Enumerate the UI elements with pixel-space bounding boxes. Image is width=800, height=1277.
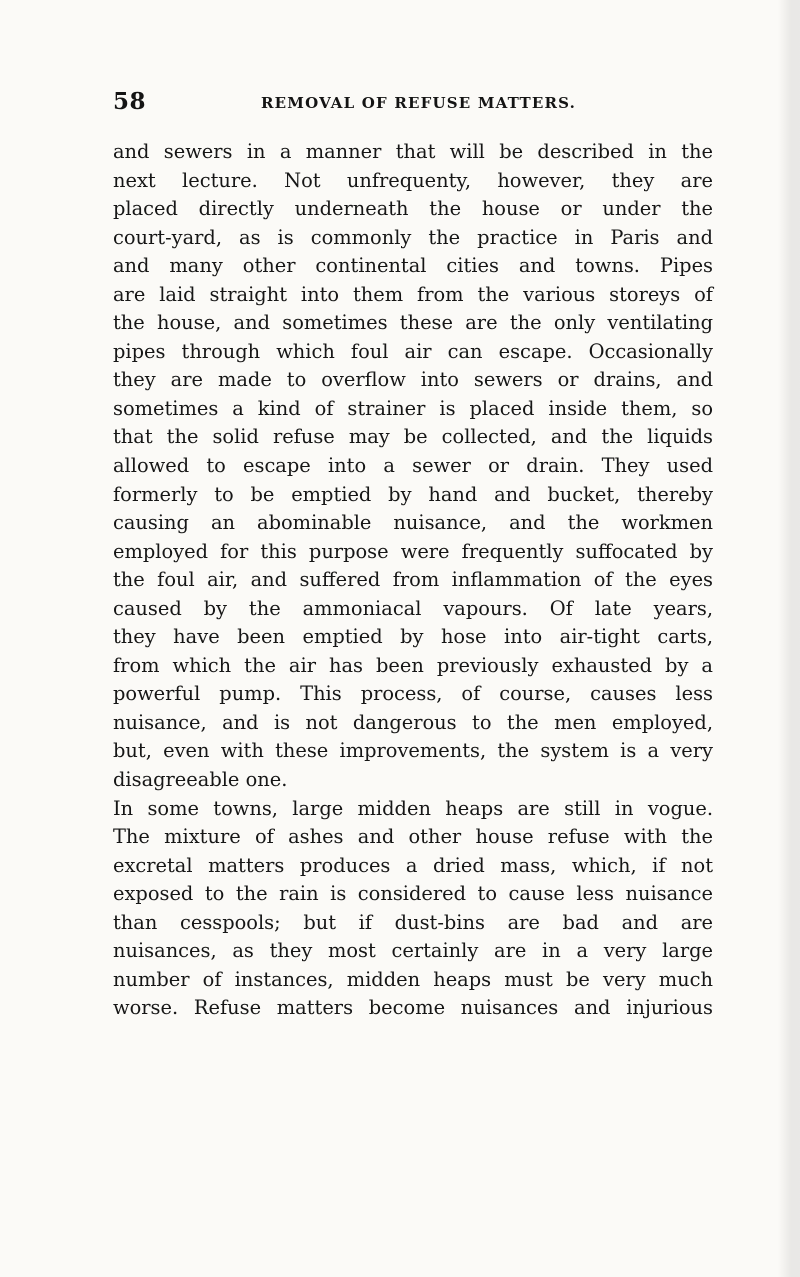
text-line: court-yard, as is commonly the practice in Paris and [113,225,713,249]
paragraph-start-line: In some towns, large midden heaps are still in vogue. [113,796,713,820]
text-line: from which the air has been previously exhausted by a [113,653,713,677]
text-line: placed directly underneath the house or under the [113,197,713,221]
text-line: and many other continental cities and towns. Pipes [113,254,713,278]
text-line: causing an abominable nuisance, and the workmen [113,511,713,535]
text-line: number of instances, midden heaps must be very much [113,967,713,991]
text-line: powerful pump. This process, of course, causes less [113,682,713,706]
text-line: formerly to be emptied by hand and bucket, thereby [113,482,713,506]
text-line: but, even with these improvements, the system is a very [113,739,713,763]
text-line: sometimes a kind of strainer is placed inside them, so [113,396,713,420]
text-line: that the solid refuse may be collected, and the liquids [113,425,713,449]
text-line: excretal matters produces a dried mass, which, if not [113,853,713,877]
text-line: the house, and sometimes these are the only ventilating [113,311,713,335]
body-text [113,138,713,1023]
text-line: they have been emptied by hose into air-tight carts, [113,625,713,649]
text-line: nuisances, as they most certainly are in a very large [113,939,713,963]
paragraph-end-line: disagreeable one. [113,768,288,792]
text-line: the foul air, and suffered from inflammation of the eyes [113,568,713,592]
text-line: caused by the ammoniacal vapours. Of late years, [113,596,713,620]
text-line: are laid straight into them from the various storeys of [113,282,713,306]
text-line: pipes through which foul air can escape. Occasionally [113,339,713,363]
text-line: The mixture of ashes and other house refuse with the [113,825,713,849]
page-edge-shadow [778,0,800,1277]
text-line: worse. Refuse matters become nuisances and injurious [113,996,713,1020]
text-line: they are made to overflow into sewers or drains, and [113,368,713,392]
text-line: than cesspools; but if dust-bins are bad and are [113,910,713,934]
page-number: 58 [113,88,147,115]
text-line: and sewers in a manner that will be described in the [113,140,713,163]
running-head: REMOVAL OF REFUSE MATTERS. [261,94,577,112]
text-line: employed for this purpose were frequently suffocated by [113,539,713,563]
text-line: nuisance, and is not dangerous to the men employed, [113,710,713,734]
page-header [113,88,713,118]
text-line: allowed to escape into a sewer or drain. They used [113,454,713,478]
text-line: exposed to the rain is considered to cause less nuisance [113,882,713,906]
text-line: next lecture. Not unfrequenty, however, they are [113,168,713,192]
